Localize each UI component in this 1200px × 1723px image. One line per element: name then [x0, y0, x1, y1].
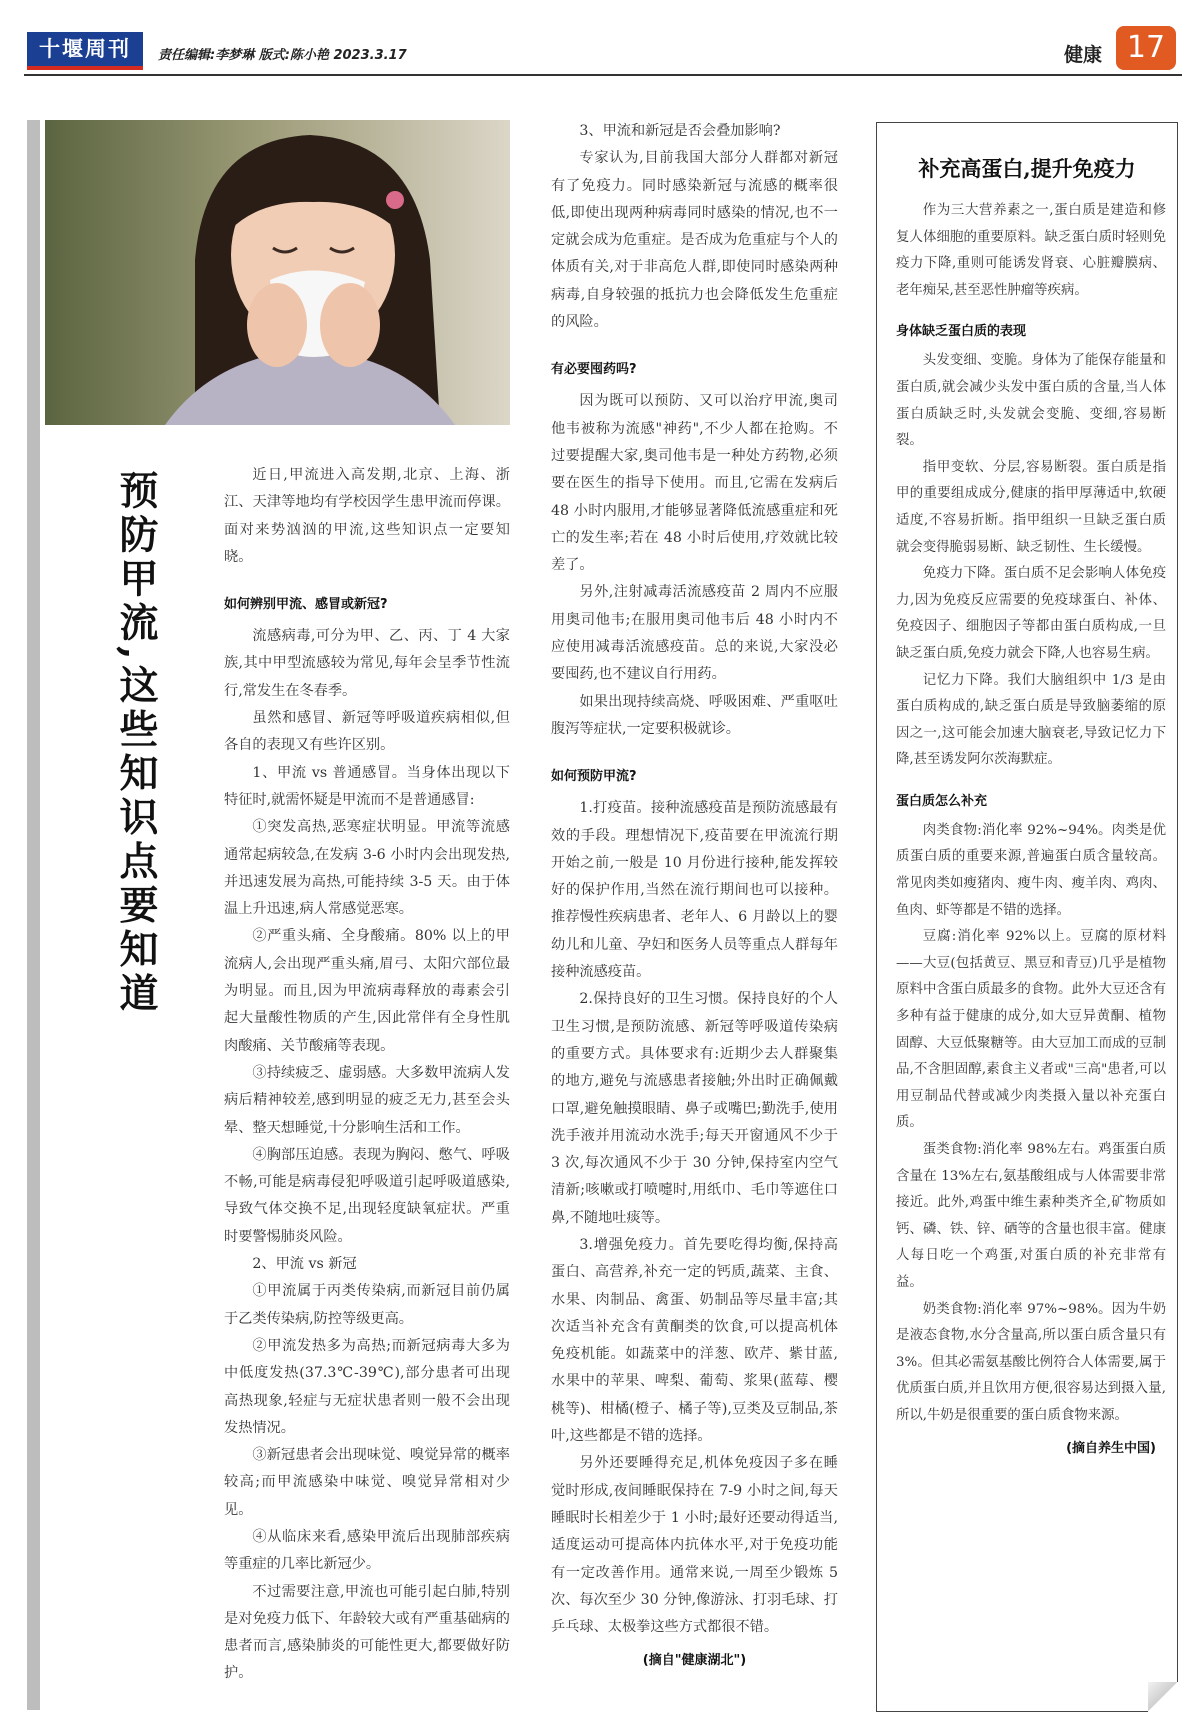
- paragraph: 另外还要睡得充足,机体免疫因子多在睡觉时形成,夜间睡眠保持在 7-9 小时之间,每天睡眠时长相差少于 1 小时;最好还要动得适当,适度运动可提高体内抗体水平,对于免疫功能有一定改善作用。通常来说,一周至少锻炼 5 次、每次至少 30 分钟,像游泳、打羽毛球、打乒乓球、太极拳这些方式都很不错。: [551, 1455, 838, 1636]
- paragraph: 3、甲流和新冠是否会叠加影响?: [579, 123, 781, 139]
- paragraph: 头发变细、变脆。身体为了能保存能量和蛋白质,就会减少头发中蛋白质的含量,当人体蛋白质缺乏时,头发就会变脆、变细,容易断裂。: [896, 353, 1166, 449]
- paragraph: 免疫力下降。蛋白质不足会影响人体免疫力,因为免疫反应需要的免疫球蛋白、补体、免疫因子、细胞因子等都由蛋白质构成,一旦缺乏蛋白质,免疫力就会下降,人也容易生病。: [896, 566, 1166, 661]
- section-heading: 蛋白质怎么补充: [896, 793, 988, 809]
- paragraph: 2、甲流 vs 新冠: [252, 1256, 357, 1273]
- masthead-rule: [24, 74, 1182, 76]
- paragraph: 蛋类食物:消化率 98%左右。鸡蛋蛋白质含量在 13%左右,氨基酸组成与人体需要非常接近。此外,鸡蛋中维生素种类齐全,矿物质如钙、磷、铁、锌、硒等的含量也很丰富。健康人每日吃一个鸡蛋,对蛋白质的补充非常有益。: [896, 1142, 1166, 1290]
- article-headline: 预防甲流,这些知识点要知道: [113, 470, 159, 1017]
- article-column-1: [224, 462, 510, 1688]
- paragraph: 作为三大营养素之一,蛋白质是建造和修复人体细胞的重要原料。缺乏蛋白质时轻则免疫力下降,重则可能诱发肾衰、心脏瓣膜病、老年痴呆,甚至恶性肿瘤等疾病。: [896, 203, 1166, 298]
- paragraph: 肉类食物:消化率 92%~94%。肉类是优质蛋白质的重要来源,普遍蛋白质含量较高。常见肉类如瘦猪肉、瘦牛肉、瘦羊肉、鸡肉、鱼肉、虾等都是不错的选择。: [896, 822, 1166, 918]
- paragraph: 流感病毒,可分为甲、乙、丙、丁 4 大家族,其中甲型流感较为常见,每年会呈季节性流行,常发生在冬春季。: [224, 628, 510, 699]
- editor-credits: 责任编辑:李梦琳 版式:陈小艳 2023.3.17: [158, 48, 407, 63]
- paragraph: 专家认为,目前我国大部分人群都对新冠有了免疫力。同时感染新冠与流感的概率很低,即使出现两种病毒同时感染的情况,也不一定就会成为危重症。是否成为危重症与个人的体质有关,对于非高危人群,即使同时感染两种病毒,自身较强的抵抗力也会降低发生危重症的风险。: [551, 150, 838, 331]
- paragraph: 豆腐:消化率 92%以上。豆腐的原材料——大豆(包括黄豆、黑豆和青豆)几乎是植物原料中含蛋白质最多的食物。此外大豆还含有多种有益于健康的成分,如大豆异黄酮、植物固醇、大豆低聚糖等。由大豆加工而成的豆制品,不含胆固醇,素食主义者或"三高"患者,可以用豆制品代替或减少肉类摄入量以补充蛋白质。: [896, 929, 1166, 1131]
- paragraph: ④从临床来看,感染甲流后出现肺部疾病等重症的几率比新冠少。: [224, 1528, 510, 1573]
- paragraph: ②甲流发热多为高热;而新冠病毒大多为中低度发热(37.3℃-39℃),部分患者可出现高热现象,轻症与无症状患者则一般不会出现发热情况。: [224, 1337, 510, 1436]
- paragraph: ①突发高热,恶寒症状明显。甲流等流感通常起病较急,在发病 3-6 小时内会出现发热,并迅速发展为高热,可能持续 3-5 天。由于体温上升迅速,病人常感觉恶寒。: [224, 819, 510, 918]
- paragraph: 虽然和感冒、新冠等呼吸道疾病相似,但各自的表现又有些许区别。: [224, 710, 510, 754]
- paragraph: 不过需要注意,甲流也可能引起白肺,特别是对免疫力低下、年龄较大或有严重基础病的患者而言,感染肺炎的可能性更大,都要做好防护。: [224, 1583, 510, 1682]
- paragraph: ④胸部压迫感。表现为胸闷、憋气、呼吸不畅,可能是病毒侵犯呼吸道引起呼吸道感染,导致气体交换不足,出现轻度缺氧症状。严重时要警惕肺炎风险。: [224, 1146, 510, 1245]
- section-heading: 有必要囤药吗?: [551, 362, 637, 378]
- paragraph: 另外,注射减毒活流感疫苗 2 周内不应服用奥司他韦;在服用奥司他韦后 48 小时内不应使用减毒活流感疫苗。总的来说,大家没必要囤药,也不建议自行用药。: [551, 584, 838, 683]
- paragraph: 记忆力下降。我们大脑组织中 1/3 是由蛋白质构成的,缺乏蛋白质是导致脑萎缩的原因之一,这可能会加速大脑衰老,导致记忆力下降,甚至诱发阿尔茨海默症。: [896, 672, 1166, 768]
- section-heading: 如何辨别甲流、感冒或新冠?: [224, 597, 388, 613]
- paragraph: ②严重头痛、全身酸痛。80% 以上的甲流病人,会出现严重头痛,眉弓、太阳穴部位最为明显。而且,因为甲流病毒释放的毒素会引起大量酸性物质的产生,因此常伴有全身性肌肉酸痛、关节酸痛等表现。: [224, 928, 510, 1054]
- paragraph: 2.保持良好的卫生习惯。保持良好的个人卫生习惯,是预防流感、新冠等呼吸道传染病的重要方式。具体要求有:近期少去人群聚集的地方,避免与流感患者接触;外出时正确佩戴口罩,避免触摸眼睛、鼻子或嘴巴;勤洗手,使用洗手液并用流动水洗手;每天开窗通风不少于 3 次,每次通风不少于 30 分钟,保持室内空气清新;咳嗽或打喷嚏时,用纸巾、毛巾等遮住口鼻,不随地吐痰等。: [551, 991, 838, 1226]
- paragraph: 奶类食物:消化率 97%~98%。因为牛奶是液态食物,水分含量高,所以蛋白质含量只有 3%。但其必需氨基酸比例符合人体需要,属于优质蛋白质,并且饮用方便,很容易达到摄入量,所以,牛奶是很重要的蛋白质食物来源。: [896, 1301, 1166, 1423]
- article-source: (摘自"健康湖北"): [642, 1653, 747, 1669]
- paragraph: 1.打疫苗。接种流感疫苗是预防流感最有效的手段。理想情况下,疫苗要在甲流流行期开始之前,一般是 10 月份进行接种,能发挥较好的保护作用,当然在流行期间也可以接种。推荐慢性疾病患者、老年人、6 月龄以上的婴幼儿和儿童、孕妇和医务人员等重点人群每年接种流感疫苗。: [551, 800, 838, 981]
- paragraph: 如果出现持续高烧、呼吸困难、严重呕吐腹泻等症状,一定要积极就诊。: [551, 693, 838, 737]
- page-curl-icon: [1148, 1682, 1178, 1712]
- paragraph: ③新冠患者会出现味觉、嗅觉异常的概率较高;而甲流感染中味觉、嗅觉异常相对少见。: [224, 1447, 510, 1518]
- article-column-2: [551, 118, 838, 1675]
- paragraph: ①甲流属于丙类传染病,而新冠目前仍属于乙类传染病,防控等级更高。: [224, 1283, 510, 1327]
- section-name: 健康: [1063, 44, 1102, 66]
- newspaper-logo: 十堰周刊: [27, 32, 143, 70]
- paragraph: 3.增强免疫力。首先要吃得均衡,保持高蛋白、高营养,补充一定的钙质,蔬菜、主食、水果、肉制品、禽蛋、奶制品等尽量丰富;其次适当补充含有黄酮类的饮食,可以提高机体免疫机能。如蔬菜中的洋葱、欧芹、紫甘蓝,水果中的苹果、啤梨、葡萄、浆果(蓝莓、樱桃等)、柑橘(橙子、橘子等),豆类及豆制品,茶叶,这些都是不错的选择。: [551, 1236, 838, 1445]
- article-intro: 近日,甲流进入高发期,北京、上海、浙江、天津等地均有学校因学生患甲流而停课。面对来势汹汹的甲流,这些知识点一定要知晓。: [224, 467, 510, 565]
- section-heading: 身体缺乏蛋白质的表现: [896, 324, 1027, 340]
- sidebar-source: (摘自养生中国): [1066, 1440, 1156, 1456]
- paragraph: ③持续疲乏、虚弱感。大多数甲流病人发病后精神较差,感到明显的疲乏无力,甚至会头晕、整天想睡觉,十分影响生活和工作。: [224, 1064, 510, 1136]
- left-decorative-bar: [27, 120, 40, 1710]
- paragraph: 1、甲流 vs 普通感冒。当身体出现以下特征时,就需怀疑是甲流而不是普通感冒:: [224, 764, 510, 808]
- masthead: [24, 26, 1182, 82]
- paragraph: 因为既可以预防、又可以治疗甲流,奥司他韦被称为流感"神药",不少人都在抢购。不过要提醒大家,奥司他韦是一种处方药物,必须要在医生的指导下使用。而且,它需在发病后 48 小时内服用,才能够显著降低流感重症和死亡的发生率;若在 48 小时后使用,疗效就比较差了。: [551, 393, 838, 574]
- photo-girl-sneezing-icon: [45, 120, 510, 425]
- photo-illustration: [45, 120, 510, 425]
- page-number-badge: 17: [1116, 26, 1176, 70]
- sidebar-title: 补充高蛋白,提升免疫力: [918, 156, 1136, 181]
- paragraph: 指甲变软、分层,容易断裂。蛋白质是指甲的重要组成成分,健康的指甲厚薄适中,软硬适度,不容易折断。指甲组织一旦缺乏蛋白质就会变得脆弱易断、缺乏韧性、生长缓慢。: [896, 459, 1166, 555]
- sidebar-column: [896, 198, 1166, 1462]
- section-heading: 如何预防甲流?: [551, 769, 637, 785]
